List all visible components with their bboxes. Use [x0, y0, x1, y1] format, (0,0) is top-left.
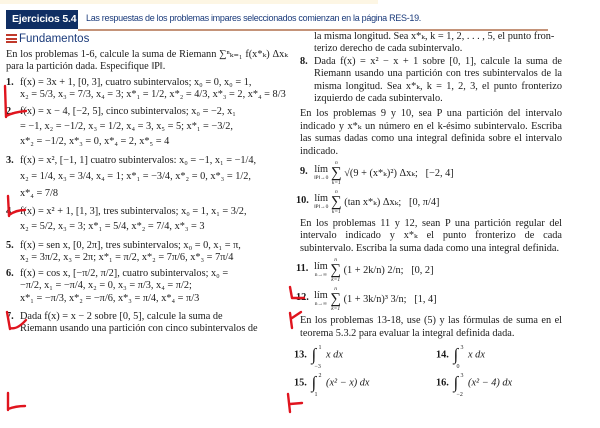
problem-line: Dada f(x) = x − 2 sobre [0, 5], calcule la suma de — [20, 310, 223, 322]
upper-limit: 3 — [460, 373, 464, 380]
problem-number: 13. — [294, 349, 307, 361]
menu-icon — [6, 34, 17, 43]
lower-limit: 1 — [314, 392, 318, 399]
lim-label: lím — [314, 163, 329, 175]
problem-line: f(x) = x², [−1, 1] cuatro subintervalos: x₀ = −1, x₁ = −1/4, — [20, 154, 257, 166]
problem-line: x*₄ = 7/8 — [20, 187, 58, 199]
sigma-icon: ∑ — [330, 165, 342, 182]
problem-7 — [6, 311, 288, 336]
lim-subscript: ‖P‖→0 — [314, 174, 329, 181]
problem-7-continued: la misma longitud. Sea x*ₖ, k = 1, 2, . . . , 5, el punto fron- — [314, 31, 555, 42]
integrand: (x² − x) dx — [326, 377, 370, 389]
summand: √(9 + (x*ₖ)²) Δxₖ; — [344, 167, 418, 179]
problem-line: x₂ = 5/3, x₃ = 7/3, x₄ = 3; x*₁ = 1/2, x*₂ = 4/3, x*₃ = 2, x*₄ = 8/3 — [20, 89, 286, 101]
sigma — [331, 160, 342, 187]
intro-9-10: En los problemas 9 y 10, sea P una partición del intervalo indicado y x*ₖ un número en el k-ésimo subintervalo. Escriba las sumas dadas como una integral definida sobre el intervalo indicado. — [300, 108, 562, 157]
lim-subscript: n→∞ — [314, 300, 327, 307]
problem-number: 15. — [294, 377, 307, 389]
problem-2 — [6, 106, 288, 149]
intro-13-18: En los problemas 13-18, use (5) y las fórmulas de suma en el teorema 5.3.2 para evaluar la integral definida dada. — [300, 315, 562, 339]
integrand: x dx — [468, 349, 485, 361]
lim-label: lím — [314, 260, 328, 272]
integral-icon: ∫ — [311, 373, 317, 393]
sigma-upper: n — [334, 160, 338, 167]
problem-number: 6. — [6, 267, 14, 279]
problem-number: 8. — [300, 55, 308, 67]
interval: [1, 4] — [414, 294, 437, 306]
problem-9 — [300, 160, 562, 187]
upper-limit: 2 — [318, 373, 322, 380]
sigma-icon: ∑ — [330, 262, 342, 279]
red-mark-problem-7 — [8, 393, 25, 410]
problem-number: 2. — [6, 105, 14, 117]
problem-number: 7. — [6, 310, 14, 322]
problem-number: 12. — [296, 292, 309, 304]
problem-1 — [6, 77, 288, 102]
problem-8 — [300, 56, 562, 106]
interval: [0, π/4] — [409, 196, 440, 208]
integral-icon: ∫ — [453, 345, 459, 365]
problem-number: 16. — [436, 377, 449, 389]
problem-line: f(x) = x − 4, [−2, 5], cinco subintervalos; x₀ = −2, x₁ — [20, 105, 236, 117]
problem-number: 1. — [6, 76, 14, 88]
problem-line: f(x) = sen x, [0, 2π], tres subintervalos; x₀ = 0, x₁ = π, — [20, 239, 241, 251]
integral-icon: ∫ — [311, 345, 317, 365]
problem-line: f(x) = cos x, [−π/2, π/2], cuatro subintervalos; x₀ = — [20, 267, 229, 279]
sigma — [330, 286, 341, 313]
intro-1-6: En los problemas 1-6, calcule la suma de Riemann ∑ⁿₖ₌₁ f(x*ₖ) Δxₖ para la partición dada. Especifique ‖P‖. — [6, 49, 288, 73]
sigma-lower: k=1 — [331, 180, 341, 187]
problem-11 — [296, 257, 562, 284]
intro-11-12: En los problemas 11 y 12, sean P una partición regular del intervalo indicado y x*ₖ el punto fronterizo de cada subintervalo. Escriba la suma dada como una integral definida. — [300, 218, 562, 254]
integral-icon: ∫ — [453, 373, 459, 393]
problem-number: 5. — [6, 239, 14, 251]
problem-number: 14. — [436, 349, 449, 361]
sigma-lower: k=1 — [331, 209, 341, 216]
right-column — [294, 31, 562, 402]
problem-line: x*₂ = −1/2, x*₃ = 0, x*₄ = 2, x*₅ = 4 — [20, 136, 170, 148]
exercise-header — [6, 10, 548, 30]
sigma-upper: n — [334, 257, 338, 264]
upper-limit: 1 — [318, 345, 322, 352]
answers-note: Las respuestas de los problemas impares seleccionados comienzan en la página RES-19. — [86, 13, 422, 23]
problem-4 — [6, 206, 288, 234]
section-title: Fundamentos — [19, 33, 90, 45]
problem-15 — [294, 372, 370, 399]
problem-13 — [294, 344, 343, 371]
problem-number: 10. — [296, 195, 309, 207]
integral — [309, 372, 323, 399]
lim-label: lím — [314, 192, 329, 204]
problem-line: = −1, x₂ = −1/2, x₃ = 1/2, x₄ = 3, x₅ = 5; x*₁ = −3/2, — [20, 121, 233, 133]
integrand: (x² − 4) dx — [468, 377, 513, 389]
sigma-icon: ∑ — [330, 194, 342, 211]
problem-line: x₂ = 3π/2, x₃ = 2π; x*₁ = π/2, x*₂ = 7π/6, x*₃ = 7π/4 — [20, 252, 234, 264]
problem-line: −π/2, x₁ = −π/4, x₂ = 0, x₃ = π/3, x₄ = π/2; — [20, 280, 192, 292]
lower-limit: −3 — [314, 364, 321, 371]
summand: (1 + 3k/n)³ 3/n; — [343, 294, 407, 306]
problem-number: 11. — [296, 263, 309, 275]
top-strip — [0, 0, 378, 4]
problem-5 — [6, 240, 288, 265]
problem-3 — [6, 155, 288, 200]
interval: [0, 2] — [411, 265, 434, 277]
left-column — [6, 49, 288, 338]
problem-line: Riemann usando una partición con cinco subintervalos de — [20, 323, 258, 335]
integrand: x dx — [326, 349, 343, 361]
limit — [314, 165, 328, 183]
problem-12 — [296, 286, 562, 313]
upper-limit: 3 — [460, 345, 464, 352]
problem-number: 9. — [300, 166, 308, 178]
problem-14 — [436, 344, 485, 371]
integral — [451, 344, 465, 371]
problem-number: 3. — [6, 154, 14, 166]
limit — [314, 291, 328, 309]
sigma-icon: ∑ — [330, 291, 342, 308]
problem-line: f(x) = x² + 1, [1, 3], tres subintervalos; x₀ = 1, x₁ = 3/2, — [20, 206, 247, 218]
limit — [314, 194, 328, 212]
problem-text: Dada f(x) = x² − x + 1 sobre [0, 1], calcule la suma de Riemann usando una partición con tres subintervalos de la misma longitud. Sea x*ₖ, k = 1, 2, 3, el punto fronterizo izquierdo de cada subintervalo. — [314, 55, 562, 105]
summand: (1 + 2k/n) 2/n; — [343, 265, 404, 277]
problem-number: 4. — [6, 206, 14, 218]
problem-line: f(x) = 3x + 1, [0, 3], cuatro subintervalos; x₀ = 0, x₀ = 1, — [20, 76, 252, 88]
summand: (tan x*ₖ) Δxₖ; — [344, 196, 402, 208]
integrals-grid — [294, 344, 562, 402]
sigma-lower: k=1 — [331, 277, 341, 284]
sigma — [331, 189, 342, 216]
section-heading — [6, 33, 89, 45]
sigma-lower: k=1 — [331, 306, 341, 313]
lower-limit: −2 — [456, 392, 463, 399]
sigma — [330, 257, 341, 284]
problem-line: x*₁ = −π/3, x*₂ = −π/6, x*₃ = π/4, x*₄ = π/3 — [20, 292, 200, 304]
problem-line: x₂ = 5/2, x₃ = 3; x*₁ = 5/4, x*₂ = 7/4, x*₃ = 3 — [20, 221, 205, 233]
problem-6 — [6, 268, 288, 305]
problem-16 — [436, 372, 513, 399]
problem-7-continued: terizo derecho de cada subintervalo. — [314, 43, 463, 55]
limit — [314, 262, 328, 280]
lim-subscript: n→∞ — [314, 271, 327, 278]
lim-subscript: ‖P‖→0 — [314, 203, 329, 210]
problem-line: x₂ = 1/4, x₃ = 3/4, x₄ = 1; x*₁ = −3/4, x*₂ = 0, x*₃ = 1/2, — [20, 171, 251, 183]
sigma-upper: n — [334, 286, 338, 293]
interval: [−2, 4] — [425, 167, 454, 179]
exercise-badge: Ejercicios 5.4 — [6, 10, 78, 29]
lim-label: lím — [314, 289, 328, 301]
sigma-upper: n — [334, 189, 338, 196]
integral — [309, 344, 323, 371]
lower-limit: 0 — [456, 364, 460, 371]
integral — [451, 372, 465, 399]
problem-10 — [296, 189, 562, 216]
